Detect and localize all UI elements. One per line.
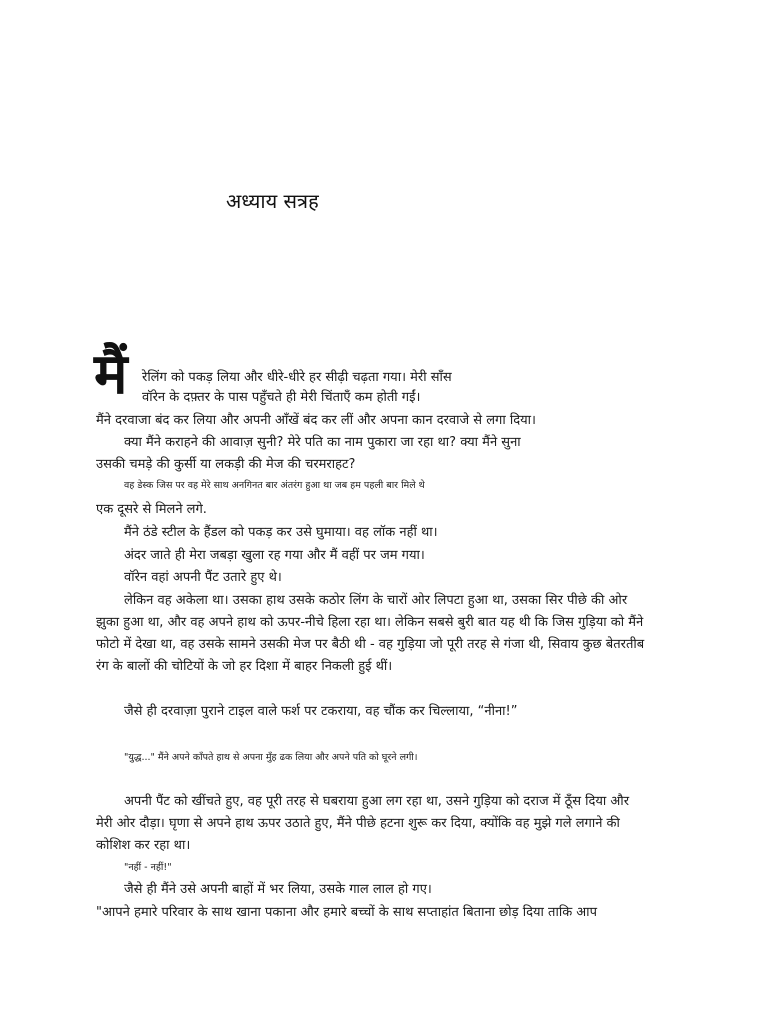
text-line: रंग के बालों की चोटियों के जो हर दिशा में बाहर निकली हुई थीं।	[96, 659, 393, 674]
drop-cap: मैं	[94, 342, 128, 407]
text-line: एक दूसरे से मिलने लगे.	[96, 502, 207, 517]
text-line: उसकी चमड़े की कुर्सी या लकड़ी की मेज की चरमराहट?	[96, 457, 356, 472]
text-line: मेरी ओर दौड़ा। घृणा से अपने हाथ ऊपर उठाते हुए, मैंने पीछे हटना शुरू कर दिया, क्योंकि वह मुझे गले लगाने की	[96, 816, 620, 831]
text-line: मैंने दरवाजा बंद कर लिया और अपनी आँखें बंद कर लीं और अपना कान दरवाजे से लगा दिया।	[96, 413, 536, 428]
text-line-small: "युद्ध..." मैंने अपने काँपते हाथ से अपना मुँह ढक लिया और अपने पति को घूरने लगी।	[124, 752, 418, 763]
text-line: वॉरेन वहां अपनी पैंट उतारे हुए थे।	[124, 570, 282, 585]
text-line: वॉरेन के दफ़्तर के पास पहुँचते ही मेरी चिंताएँ कम होती गईं।	[142, 390, 421, 405]
text-line: झुका हुआ था, और वह अपने हाथ को ऊपर-नीचे हिला रहा था। लेकिन सबसे बुरी बात यह थी कि जिस गुड़िया को मैंने	[96, 615, 644, 630]
text-line: जैसे ही दरवाज़ा पुराने टाइल वाले फर्श पर टकराया, वह चौंक कर चिल्लाया, “नीना!”	[124, 704, 518, 719]
text-line: अंदर जाते ही मेरा जबड़ा खुला रह गया और मैं वहीं पर जम गया।	[124, 548, 425, 563]
text-line: मैंने ठंडे स्टील के हैंडल को पकड़ कर उसे घुमाया। वह लॉक नहीं था।	[124, 525, 438, 540]
text-line: रेलिंग को पकड़ लिया और धीरे-धीरे हर सीढ़ी चढ़ता गया। मेरी साँस	[142, 370, 452, 385]
chapter-title: अध्याय सत्रह	[226, 189, 319, 213]
text-line: "आपने हमारे परिवार के साथ खाना पकाना और हमारे बच्चों के साथ सप्ताहांत बिताना छोड़ दिया ताकि आप	[96, 905, 597, 920]
text-line-small: "नहीं - नहीं!"	[124, 862, 172, 873]
text-line: लेकिन वह अकेला था। उसका हाथ उसके कठोर लिंग के चारों ओर लिपटा हुआ था, उसका सिर पीछे की ओर	[124, 593, 628, 608]
text-line: फोटो में देखा था, वह उसके सामने उसकी मेज पर बैठी थी - वह गुड़िया जो पूरी तरह से गंजा थी, सिवाय कुछ बेतरतीब	[96, 637, 645, 652]
text-line: क्या मैंने कराहने की आवाज़ सुनी? मेरे पति का नाम पुकारा जा रहा था? क्या मैंने सुना	[124, 435, 521, 450]
text-line-small: वह डेस्क जिस पर वह मेरे साथ अनगिनत बार अंतरंग हुआ था जब हम पहली बार मिले थे	[124, 480, 425, 491]
text-line: जैसे ही मैंने उसे अपनी बाहों में भर लिया, उसके गाल लाल हो गए।	[124, 882, 432, 897]
text-line: कोशिश कर रहा था।	[96, 838, 191, 853]
text-line: अपनी पैंट को खींचते हुए, वह पूरी तरह से घबराया हुआ लग रहा था, उसने गुड़िया को दराज में ठूँस दिया और	[124, 794, 630, 809]
